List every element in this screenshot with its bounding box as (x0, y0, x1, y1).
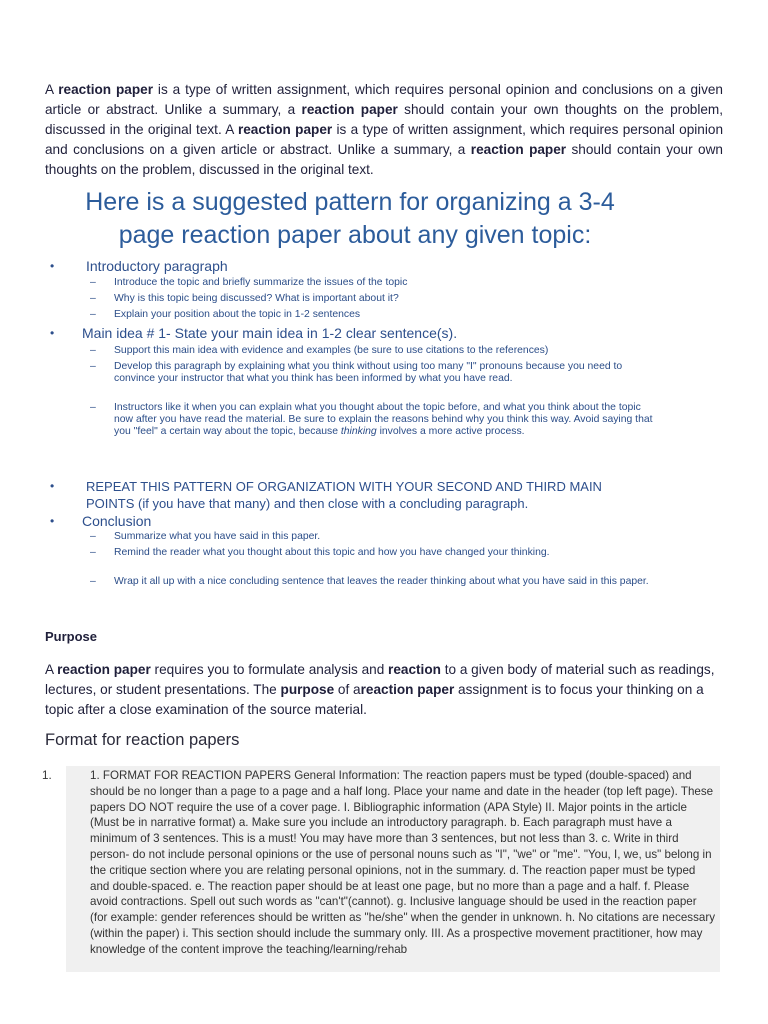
bullet-text: REPEAT THIS PATTERN OF ORGANIZATION WITH YOUR SECOND AND THIRD MAIN (86, 479, 602, 494)
intro-text-1: A (45, 82, 59, 97)
bullet-icon: • (50, 514, 55, 528)
sub-item-text: Support this main idea with evidence and examples (be sure to use citations to the references) (114, 345, 549, 356)
sub-item-text (114, 402, 654, 439)
purpose-text-3: to a given body of material such as readings, lectures, or student presentations. The (45, 662, 715, 697)
intro-text-5: should contain your own thoughts on the problem, discussed in the original text. (45, 141, 723, 177)
bullet-text: Conclusion (82, 513, 152, 529)
figure-title-line-2: page reaction paper about any given topic: (118, 221, 592, 249)
format-list-item: 1. FORMAT FOR REACTION PAPERS General Information: The reaction papers must be typed (double-spaced) and should be no longer than a page to a page and a half long. Place your name and date in the header (top left page). These papers DO NOT require the use of a cover page. I. Bibliographic information (APA Style) II. Major points in the article (Must be in narrative format) a. Make sure you include an introductory paragraph. b. Each paragraph must have a minimum of 3 sentences. This is a must! You may have more than 3 sentences, but not less than 3. c. Write in third person- do not include personal opinions or the use of personal nouns such as "I", "we" or "me". "You, I, we, us" belong in the critique section where you are relating personal opinions, not in the summary. d. The reaction paper must be typed and double-spaced. e. The reaction paper should be at least one page, but no more than a page and a half. f. Please avoid contractions. Spell out such words as "can't"(cannot). g. Inclusive language should be used in the reaction paper (for example: gender references should be written as "he/she" when the gender in unknown. h. No citations are necessary (within the paper) i. This section should include the summary only. III. As a prospective movement practitioner, how may knowledge of the content improve the teaching/learning/rehab (90, 769, 715, 956)
purpose-heading: Purpose (45, 629, 98, 644)
dash-icon: – (90, 361, 96, 372)
purpose-bold-4: reaction paper (360, 681, 455, 697)
dash-icon: – (90, 293, 96, 304)
sub-item-text: Wrap it all up with a nice concluding sentence that leaves the reader thinking about what you have said in this paper. (114, 576, 649, 587)
bullet-text: Main idea # 1- State your main idea in 1-2 clear sentence(s). (82, 325, 458, 341)
list-item-number: 1. (42, 769, 52, 782)
purpose-text-1: A (45, 662, 58, 677)
purpose-bold-2: reaction (388, 662, 441, 677)
sub-item-text: Summarize what you have said in this paper. (114, 531, 321, 542)
format-heading: Format for reaction papers (45, 731, 240, 749)
sub-item-text: Introduce the topic and briefly summarize the issues of the topic (114, 277, 408, 288)
dash-icon: – (90, 277, 96, 288)
intro-bold-1: reaction paper (58, 82, 154, 97)
sub-item-text: Develop this paragraph by explaining what you think without using too many "I" pronouns because you need to convince your instructor that what you think has been informed by what you have read. (114, 361, 623, 385)
sub-item-text: Remind the reader what you thought about this topic and how you have changed your thinking. (114, 547, 550, 558)
intro-text-2: is a type of written assignment, which requires personal opinion and conclusions on a given article or abstract. Unlike a summary, a (45, 82, 723, 117)
purpose-bold-3: purpose (280, 681, 335, 697)
dash-icon: – (90, 402, 96, 413)
intro-bold-3: reaction paper (237, 121, 333, 137)
sub-item-text: Explain your position about the topic in 1-2 sentences (114, 309, 361, 320)
intro-bold-2: reaction paper (301, 101, 398, 117)
bullet-text: POINTS (if you have that many) and then close with a concluding paragraph. (86, 496, 529, 511)
figure-title-line-1: Here is a suggested pattern for organizing a 3-4 (85, 188, 615, 216)
pattern-figure (50, 185, 680, 610)
sub-item-text: Why is this topic being discussed? What is important about it? (114, 293, 399, 304)
purpose-bold-1: reaction paper (57, 662, 151, 677)
purpose-text-4: of a (334, 681, 361, 697)
purpose-text-5: assignment is to focus your thinking on a topic after a close examination of the source material. (45, 681, 704, 717)
sub-item-text-part: involves a more active process. (376, 426, 525, 438)
bullet-icon: • (50, 479, 55, 493)
dash-icon: – (90, 345, 96, 356)
dash-icon: – (90, 309, 96, 320)
purpose-text-2: requires you to formulate analysis and (150, 662, 389, 677)
sub-item-italic: thinking (340, 426, 377, 438)
intro-text-4: is a type of written assignment, which requires personal opinion and conclusions on a given article or abstract. Unlike a summary, a (45, 121, 724, 157)
purpose-paragraph (45, 660, 723, 720)
dash-icon: – (90, 576, 96, 587)
intro-text-3: should contain your own thoughts on the problem, discussed in the original text. A (45, 101, 724, 137)
bullet-icon: • (50, 326, 55, 340)
sub-item-text-part: Instructors like it when you can explain what you thought about the topic before, and what you think about the topic now after you have read the material. Be sure to explain the reasons behind why you think this way. Avoid saying that you "feel" a certain way about the topic, because (114, 402, 653, 438)
intro-bold-4: reaction paper (470, 141, 567, 157)
intro-paragraph (45, 80, 723, 180)
bullet-text: Introductory paragraph (86, 258, 228, 274)
bullet-icon: • (50, 259, 55, 273)
dash-icon: – (90, 531, 96, 542)
dash-icon: – (90, 547, 96, 558)
